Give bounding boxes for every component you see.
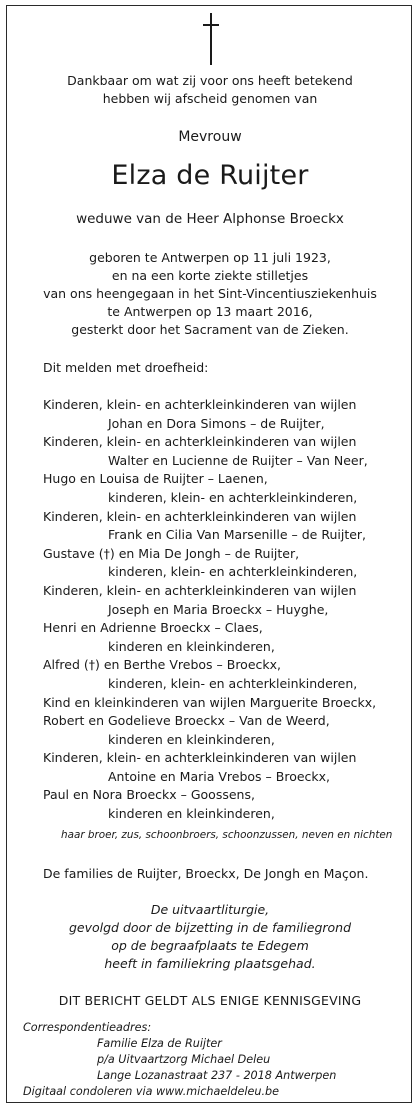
family-line: Kinderen, klein- en achterkleinkinderen van wijlen	[43, 434, 357, 450]
funeral-line-2: gevolgd door de bijzetting in de familiegrond	[68, 920, 352, 935]
obituary-card	[6, 5, 412, 1103]
family-line: Kind en kleinkinderen van wijlen Marguerite Broeckx,	[43, 694, 377, 710]
family-line: Alfred (†) en Berthe Vrebos – Broeckx,	[43, 657, 282, 673]
life-detail-1: geboren te Antwerpen op 11 juli 1923,	[89, 250, 331, 265]
life-detail-4: te Antwerpen op 13 maart 2016,	[107, 304, 313, 319]
family-line: Kinderen, klein- en achterkleinkinderen van wijlen	[43, 508, 357, 524]
family-line: Gustave (†) en Mia De Jongh – de Ruijter,	[43, 545, 300, 561]
intro-line-2: hebben wij afscheid genomen van	[102, 91, 318, 106]
family-line: Kinderen, klein- en achterkleinkinderen van wijlen	[43, 397, 357, 412]
intro-line-1: Dankbaar om wat zij voor ons heeft betekend	[67, 73, 353, 88]
family-line: kinderen, klein- en achterkleinkinderen,	[108, 675, 358, 691]
family-list	[43, 396, 413, 824]
family-line: Johan en Dora Simons – de Ruijter,	[108, 415, 325, 431]
family-line: Kinderen, klein- en achterkleinkinderen van wijlen	[43, 750, 357, 766]
correspondence-heading: Correspondentieadres:	[23, 1021, 152, 1034]
family-line: Walter en Lucienne de Ruijter – Van Neer,	[108, 452, 368, 468]
condolence-link[interactable]: Digitaal condoleren via www.michaeldeleu.be	[23, 1085, 279, 1098]
funeral-line-1: De uitvaartliturgie,	[150, 902, 270, 917]
notice-line: DIT BERICHT GELDT ALS ENIGE KENNISGEVING	[58, 993, 362, 1008]
funeral-line-4: heeft in familiekring plaatsgehad.	[104, 956, 316, 971]
deceased-name: Elza de Ruijter	[111, 160, 309, 191]
life-detail-2: en na een korte ziekte stilletjes	[111, 268, 309, 283]
announce-line: Dit melden met droefheid:	[43, 360, 209, 375]
cross-icon	[203, 13, 219, 65]
title-prefix: Mevrouw	[178, 129, 242, 145]
family-line: Antoine en Maria Vrebos – Broeckx,	[108, 768, 331, 784]
funeral-line-3: op de begraafplaats te Edegem	[111, 938, 309, 953]
family-line: Hugo en Louisa de Ruijter – Laenen,	[43, 471, 268, 487]
family-line: kinderen en kleinkinderen,	[108, 806, 275, 822]
relatives-line: haar broer, zus, schoonbroers, schoonzussen, neven en nichten	[61, 829, 393, 841]
family-line: Henri en Adrienne Broeckx – Claes,	[43, 620, 263, 636]
widow-line: weduwe van de Heer Alphonse Broeckx	[76, 211, 344, 227]
family-line: Joseph en Maria Broeckx – Huyghe,	[108, 601, 329, 617]
family-line: Frank en Cilia Van Marsenille – de Ruijter,	[108, 527, 367, 543]
family-line: kinderen en kleinkinderen,	[108, 638, 275, 654]
life-detail-3: van ons heengegaan in het Sint-Vincentiusziekenhuis	[43, 286, 377, 301]
family-line: Paul en Nora Broeckx – Goossens,	[43, 787, 255, 803]
family-line: Robert en Godelieve Broeckx – Van de Weerd,	[43, 713, 330, 729]
family-line: kinderen en kleinkinderen,	[108, 731, 275, 747]
life-detail-5: gesterkt door het Sacrament van de Zieken.	[71, 322, 349, 337]
family-line: Kinderen, klein- en achterkleinkinderen van wijlen	[43, 582, 357, 598]
family-line: kinderen, klein- en achterkleinkinderen,	[108, 564, 358, 580]
correspondence-line-2: p/a Uitvaartzorg Michael Deleu	[97, 1053, 271, 1066]
families-line: De families de Ruijter, Broeckx, De Jongh en Maçon.	[43, 866, 369, 881]
family-line: kinderen, klein- en achterkleinkinderen,	[108, 489, 358, 505]
correspondence-line-1: Familie Elza de Ruijter	[97, 1037, 222, 1050]
correspondence-line-3: Lange Lozanastraat 237 - 2018 Antwerpen	[97, 1069, 337, 1082]
